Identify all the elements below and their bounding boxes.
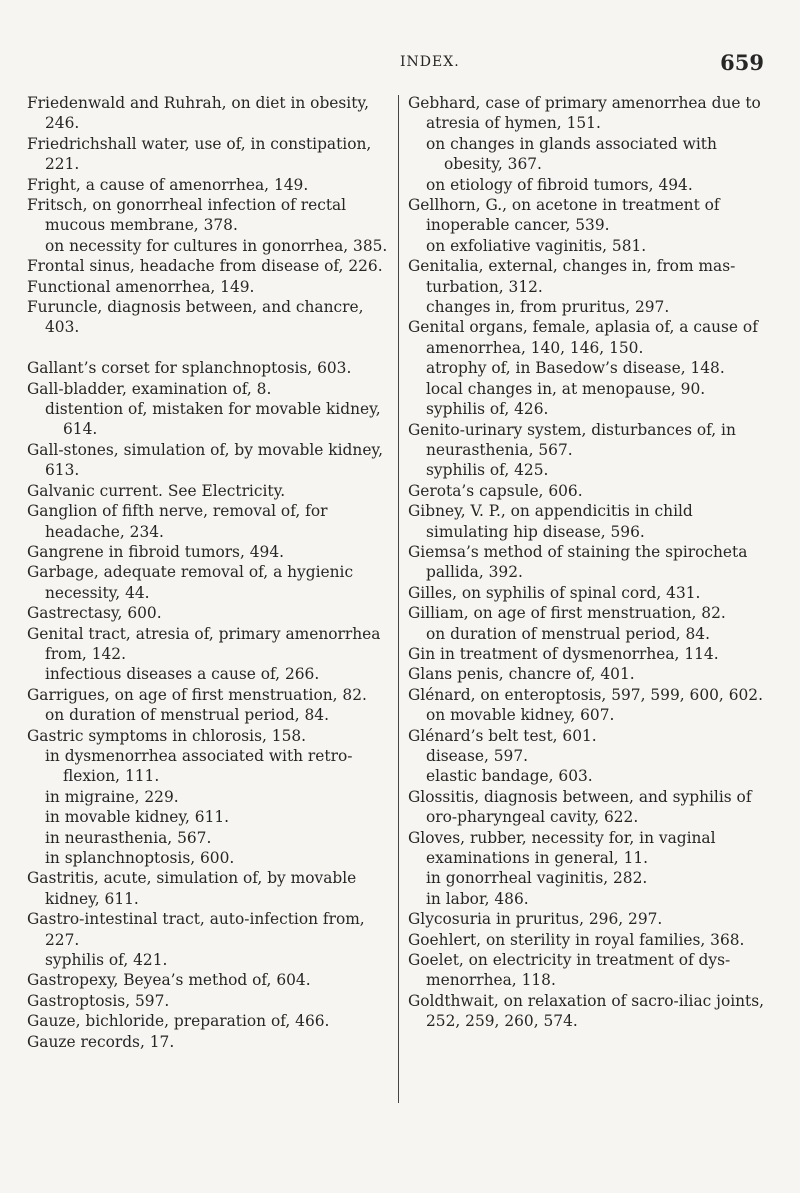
section-gap	[27, 338, 392, 358]
index-entry: Gerota’s capsule, 606.	[408, 481, 583, 500]
index-subentry: syphilis of, 421.	[45, 951, 168, 970]
index-subentry: on exfoliative vaginitis, 581.	[426, 236, 647, 255]
index-column-left	[27, 93, 392, 1052]
index-entry: Genitalia, external, changes in, from masturbation, 312.	[408, 257, 736, 296]
index-subentry: in labor, 486.	[426, 889, 529, 908]
index-entry: Gibney, V. P., on appendicitis in child simulating hip disease, 596.	[408, 502, 693, 541]
index-entry: Gallant’s corset for splanchnoptosis, 603.	[27, 359, 352, 378]
index-entry: Friedrichshall water, use of, in constipation, 221.	[27, 134, 372, 174]
index-entry: Garrigues, on age of first menstruation, 82.	[27, 685, 367, 704]
index-entry: Fritsch, on gonorrheal infection of rectal mucous membrane, 378.	[27, 196, 347, 235]
index-entry: Genital tract, atresia of, primary amenorrhea from, 142.	[27, 624, 381, 663]
index-entry: Gall-stones, simulation of, by movable kidney, 613.	[27, 440, 383, 480]
page-header	[0, 50, 800, 80]
index-subentry: syphilis of, 426.	[426, 400, 549, 419]
index-entry: Goehlert, on sterility in royal families, 368.	[408, 930, 745, 949]
index-entry: Glénard, on enteroptosis, 597, 599, 600, 602.	[408, 685, 763, 704]
index-entry: Gilles, on syphilis of spinal cord, 431.	[408, 583, 701, 602]
index-entry: Gin in treatment of dysmenorrhea, 114.	[408, 644, 719, 663]
index-entry: Gebhard, case of primary amenorrhea due to atresia of hymen, 151.	[408, 94, 761, 133]
index-entry: Garbage, adequate removal of, a hygienic necessity, 44.	[27, 563, 354, 602]
index-entry: Gauze, bichloride, preparation of, 466.	[27, 1012, 330, 1031]
index-entry: Glénard’s belt test, 601.	[408, 726, 597, 745]
index-entry: Fright, a cause of amenorrhea, 149.	[27, 175, 309, 194]
index-subentry: in neurasthenia, 567.	[45, 828, 212, 847]
index-subentry: on movable kidney, 607.	[426, 706, 615, 725]
index-subentry: in gonorrheal vaginitis, 282.	[426, 869, 648, 888]
index-entry: Goelet, on electricity in treatment of dysmenorrhea, 118.	[408, 951, 731, 990]
index-subentry: changes in, from pruritus, 297.	[426, 298, 670, 317]
page-number: 659	[720, 50, 764, 75]
index-entry: Frontal sinus, headache from disease of, 226.	[27, 257, 383, 276]
index-subentry: in movable kidney, 611.	[45, 808, 230, 827]
running-title: INDEX.	[400, 54, 460, 70]
index-subentry: on duration of menstrual period, 84.	[426, 624, 710, 643]
index-entry: Gellhorn, G., on acetone in treatment of inoperable cancer, 539.	[408, 196, 720, 235]
index-entry: Glossitis, diagnosis between, and syphilis of oro-pharyngeal cavity, 622.	[408, 787, 752, 827]
index-subentry: on etiology of fibroid tumors, 494.	[426, 175, 693, 194]
index-subentry: in migraine, 229.	[45, 787, 179, 806]
index-entry: Gauze records, 17.	[27, 1032, 175, 1051]
index-subentry: infectious diseases a cause of, 266.	[45, 665, 320, 684]
index-subentry: in splanchnoptosis, 600.	[45, 849, 235, 868]
index-entry: Friedenwald and Ruhrah, on diet in obesity, 246.	[27, 94, 369, 133]
index-subentry: in dysmenorrhea associated with retroflexion, 111.	[45, 746, 353, 786]
index-entry: Ganglion of fifth nerve, removal of, for headache, 234.	[27, 502, 328, 541]
index-entry: Functional amenorrhea, 149.	[27, 277, 255, 296]
index-entry: Gastric symptoms in chlorosis, 158.	[27, 726, 307, 745]
index-subentry: elastic bandage, 603.	[426, 767, 593, 786]
index-entry: Gastroptosis, 597.	[27, 991, 170, 1010]
index-column-right	[408, 93, 778, 1032]
index-subentry: on necessity for cultures in gonorrhea, 385.	[45, 236, 388, 255]
index-entry: Gangrene in fibroid tumors, 494.	[27, 542, 285, 561]
index-entry: Genito-urinary system, disturbances of, in neurasthenia, 567.	[408, 420, 736, 459]
column-divider	[398, 95, 399, 1103]
index-subentry: atrophy of, in Basedow’s disease, 148.	[426, 359, 725, 378]
index-entry: Gastropexy, Beyea’s method of, 604.	[27, 971, 311, 990]
index-subentry: disease, 597.	[426, 747, 529, 765]
index-entry: Gastritis, acute, simulation of, by movable kidney, 611.	[27, 869, 357, 908]
index-entry: Glycosuria in pruritus, 296, 297.	[408, 910, 663, 929]
index-entry: Giemsa’s method of staining the spirocheta pallida, 392.	[408, 542, 748, 582]
index-entry: Gastrectasy, 600.	[27, 604, 162, 623]
index-entry: Galvanic current. See Electricity.	[27, 481, 286, 500]
index-entry: Gall-bladder, examination of, 8.	[27, 379, 272, 398]
index-entry: Genital organs, female, aplasia of, a cause of amenorrhea, 140, 146, 150.	[408, 318, 758, 357]
index-subentry: on duration of menstrual period, 84.	[45, 706, 329, 725]
index-subentry: on changes in glands associated with obesity, 367.	[426, 134, 717, 174]
index-subentry: distention of, mistaken for movable kidney, 614.	[45, 400, 381, 439]
index-entry: Furuncle, diagnosis between, and chancre, 403.	[27, 298, 364, 337]
index-entry: Gilliam, on age of first menstruation, 82.	[408, 604, 726, 623]
index-entry: Gloves, rubber, necessity for, in vaginal examinations in general, 11.	[408, 828, 716, 868]
index-subentry: local changes in, at menopause, 90.	[426, 379, 706, 398]
index-subentry: syphilis of, 425.	[426, 461, 549, 480]
index-entry: Gastro-intestinal tract, auto-infection from, 227.	[27, 910, 365, 949]
index-entry: Goldthwait, on relaxation of sacro-iliac joints, 252, 259, 260, 574.	[408, 991, 765, 1031]
index-entry: Glans penis, chancre of, 401.	[408, 665, 635, 684]
